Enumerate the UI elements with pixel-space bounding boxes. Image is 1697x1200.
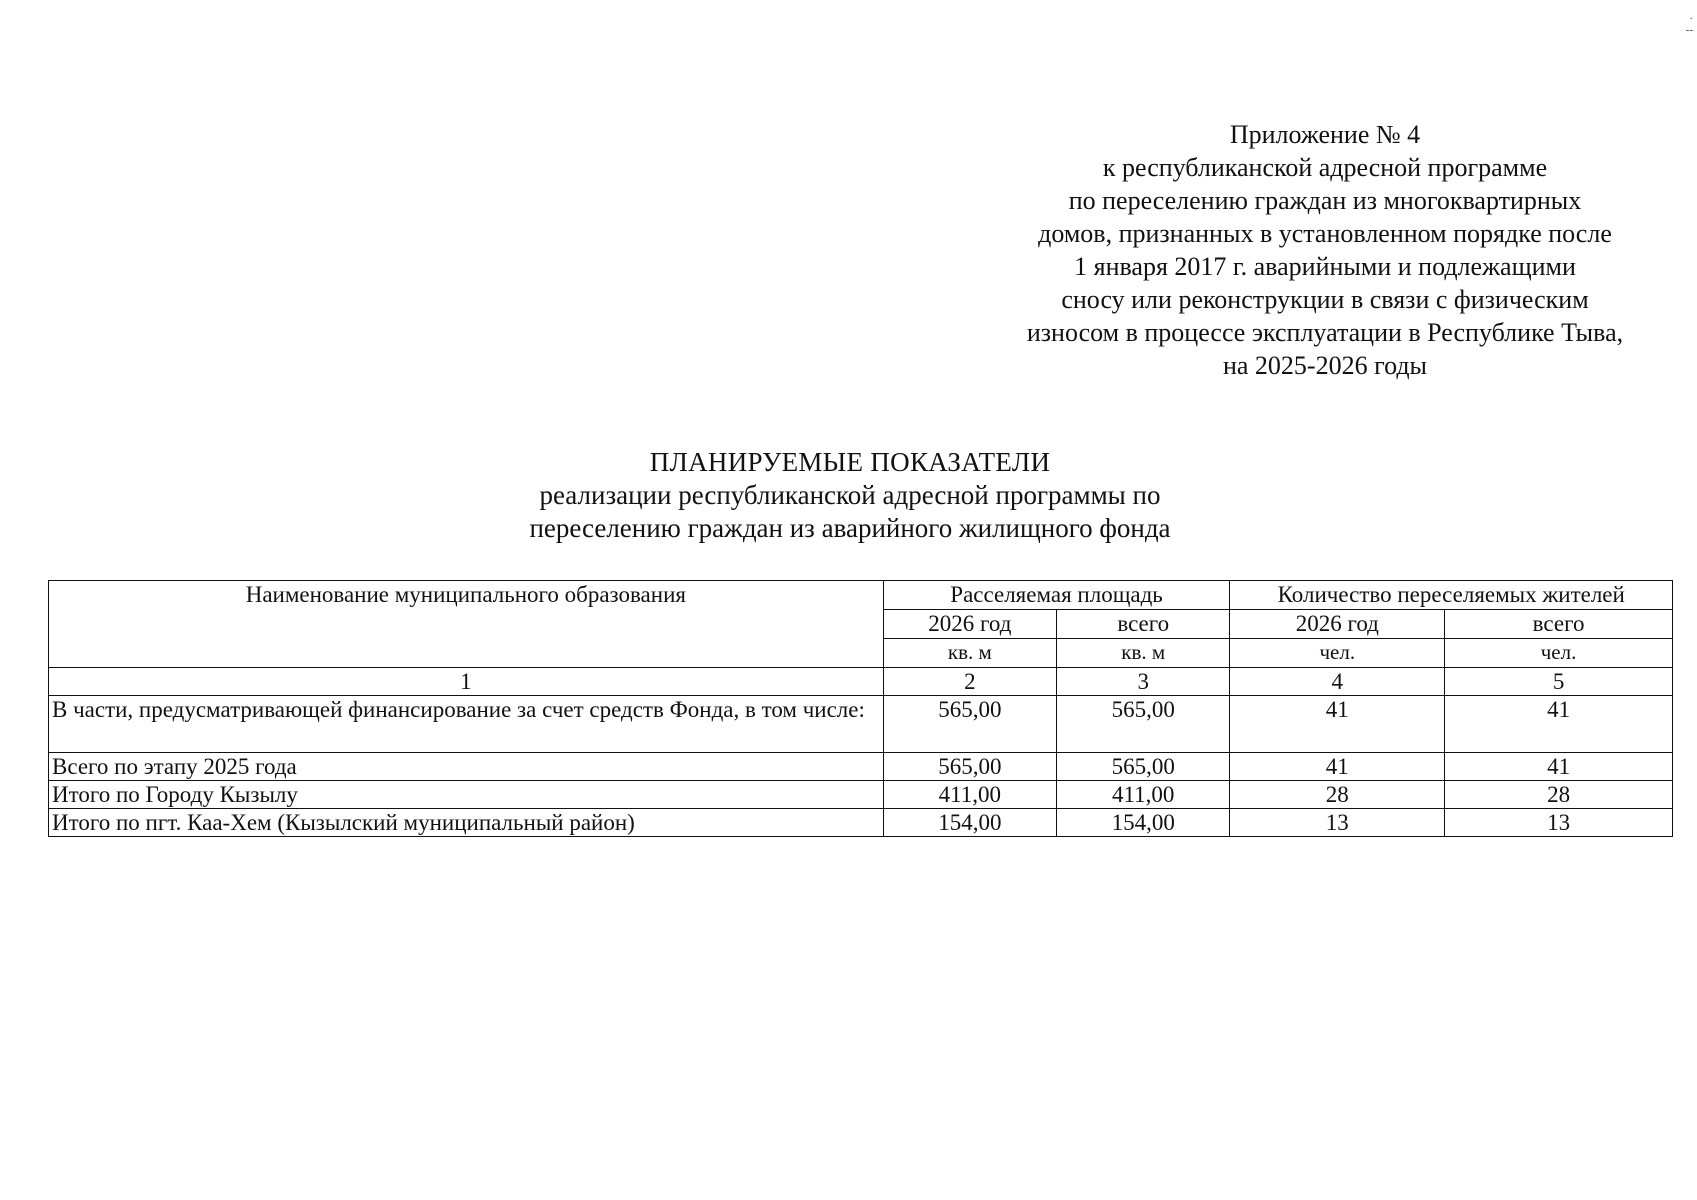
row-res-2026: 13	[1230, 809, 1445, 837]
appendix-line: износом в процессе эксплуатации в Республике Тыва,	[1026, 318, 1624, 347]
row-name: Итого по Городу Кызылу	[49, 781, 884, 809]
unit-area-total: кв. м	[1057, 639, 1230, 668]
header-residents: Количество переселяемых жителей	[1230, 581, 1673, 610]
row-area-2026: 565,00	[883, 696, 1056, 753]
unit-area-2026: кв. м	[883, 639, 1056, 668]
row-res-2026: 41	[1230, 753, 1445, 781]
appendix-line: 1 января 2017 г. аварийными и подлежащими	[1074, 252, 1576, 281]
row-area-2026: 411,00	[883, 781, 1056, 809]
row-res-2026: 41	[1230, 696, 1445, 753]
header-area-2026: 2026 год	[883, 610, 1056, 639]
unit-res-2026: чел.	[1230, 639, 1445, 668]
title-subtitle-line: реализации республиканской адресной программы по	[539, 480, 1161, 510]
scan-corner-marks: · --	[1685, 13, 1693, 36]
table-row	[49, 696, 1673, 753]
appendix-line: на 2025-2026 годы	[1222, 351, 1428, 380]
header-area: Расселяемая площадь	[883, 581, 1230, 610]
index-cell: 1	[49, 668, 884, 696]
index-cell: 2	[883, 668, 1056, 696]
title-subtitle-line: переселению граждан из аварийного жилищного фонда	[529, 513, 1171, 543]
row-res-total: 41	[1445, 696, 1673, 753]
table-row	[49, 809, 1673, 837]
table-row	[49, 753, 1673, 781]
row-res-total: 28	[1445, 781, 1673, 809]
row-area-2026: 565,00	[883, 753, 1056, 781]
row-area-total: 411,00	[1057, 781, 1230, 809]
row-res-total: 13	[1445, 809, 1673, 837]
row-name: Всего по этапу 2025 года	[49, 753, 884, 781]
row-area-2026: 154,00	[883, 809, 1056, 837]
row-area-total: 565,00	[1057, 753, 1230, 781]
appendix-line: сносу или реконструкции в связи с физическим	[1061, 285, 1589, 314]
row-res-2026: 28	[1230, 781, 1445, 809]
index-cell: 5	[1445, 668, 1673, 696]
row-area-total: 565,00	[1057, 696, 1230, 753]
appendix-line: по переселению граждан из многоквартирных	[1068, 186, 1582, 215]
appendix-line: к республиканской адресной программе	[1102, 153, 1548, 182]
appendix-header	[985, 118, 1665, 382]
row-name: Итого по пгт. Каа-Хем (Кызылский муниципальный район)	[49, 809, 884, 837]
title-main: ПЛАНИРУЕМЫЕ ПОКАЗАТЕЛИ	[649, 447, 1051, 477]
appendix-line: домов, признанных в установленном порядке после	[1038, 219, 1612, 248]
header-area-total: всего	[1057, 610, 1230, 639]
unit-res-total: чел.	[1445, 639, 1673, 668]
table-index-row	[49, 668, 1673, 696]
header-name: Наименование муниципального образования	[49, 581, 884, 668]
index-cell: 3	[1057, 668, 1230, 696]
header-res-total: всего	[1445, 610, 1673, 639]
table-row	[49, 781, 1673, 809]
header-res-2026: 2026 год	[1230, 610, 1445, 639]
row-area-total: 154,00	[1057, 809, 1230, 837]
row-res-total: 41	[1445, 753, 1673, 781]
appendix-line: Приложение № 4	[1229, 120, 1421, 149]
document-title	[450, 446, 1250, 545]
table-header-row	[49, 581, 1673, 610]
indicators-table	[48, 580, 1673, 837]
row-name: В части, предусматривающей финансирование за счет средств Фонда, в том числе:	[49, 696, 884, 753]
index-cell: 4	[1230, 668, 1445, 696]
